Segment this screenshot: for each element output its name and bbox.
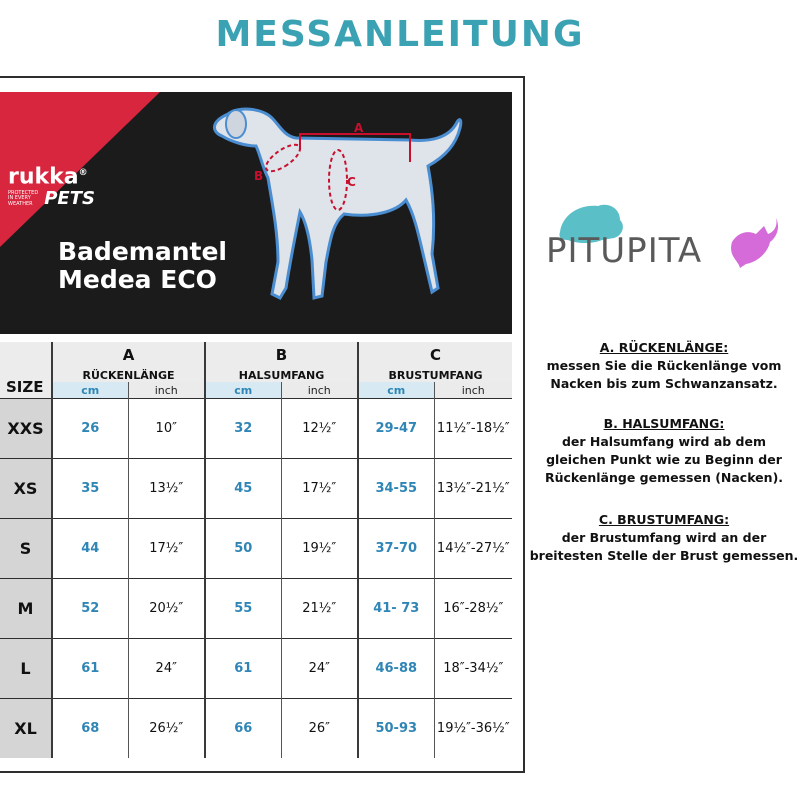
size-cell: XL — [0, 699, 52, 759]
size-table — [0, 342, 512, 758]
size-column-header: SIZE — [0, 342, 52, 399]
instruction-a-heading: A. RÜCKENLÄNGE: — [599, 340, 729, 355]
table-row — [0, 639, 512, 699]
group-c-name: BRUSTUMFANG — [358, 368, 512, 382]
table-row — [0, 519, 512, 579]
size-cell: XXS — [0, 399, 52, 459]
measure-cell-c-in: 14½″-27½″ — [434, 519, 512, 579]
measure-cell-b-cm: 61 — [205, 639, 281, 699]
measure-cell-c-in: 11½″-18½″ — [434, 399, 512, 459]
measure-cell-b-in: 26″ — [281, 699, 358, 759]
group-c-letter: C — [358, 342, 512, 368]
measure-cell-b-in: 21½″ — [281, 579, 358, 639]
product-name: Bademantel Medea ECO — [58, 237, 227, 294]
measure-cell-b-cm: 55 — [205, 579, 281, 639]
brand-sub: PETS — [44, 188, 95, 210]
measure-cell-b-in: 24″ — [281, 639, 358, 699]
measure-cell-c-cm: 29-47 — [358, 399, 434, 459]
table-group-names — [0, 368, 512, 382]
group-b-letter: B — [205, 342, 358, 368]
measure-cell-b-in: 19½″ — [281, 519, 358, 579]
measure-cell-c-in: 19½″-36½″ — [434, 699, 512, 759]
measure-cell-c-cm: 41- 73 — [358, 579, 434, 639]
size-cell: XS — [0, 459, 52, 519]
brand-tagline: PROTECTED IN EVERY WEATHER — [8, 189, 39, 207]
label-a: A — [354, 121, 364, 135]
size-rows — [0, 399, 512, 759]
instruction-c: C. BRUSTUMFANG: der Brustumfang wird an der breitesten Stelle der Brust gemessen. — [529, 512, 799, 563]
measure-cell-c-in: 16″-28½″ — [434, 579, 512, 639]
size-cell: M — [0, 579, 52, 639]
measure-cell-c-cm: 34-55 — [358, 459, 434, 519]
instruction-b: B. HALSUMFANG: der Halsumfang wird ab dem gleichen Punkt wie zu Beginn der Rückenlänge gemessen (Nacken). — [528, 415, 800, 487]
measure-cell-b-cm: 45 — [205, 459, 281, 519]
brand-reg: ® — [78, 168, 88, 178]
measure-cell-b-cm: 66 — [205, 699, 281, 759]
brand-name: rukka — [8, 164, 79, 190]
measure-cell-b-in: 12½″ — [281, 399, 358, 459]
pitupita-logo-graphic — [542, 196, 782, 276]
group-a-name: RÜCKENLÄNGE — [52, 368, 205, 382]
unit-cm-a: cm — [52, 382, 128, 399]
unit-inch-c: inch — [434, 382, 512, 399]
product-banner — [0, 92, 512, 334]
measure-cell-c-in: 13½″-21½″ — [434, 459, 512, 519]
measure-cell-a-in: 20½″ — [128, 579, 205, 639]
measure-cell-a-cm: 35 — [52, 459, 128, 519]
measure-cell-a-in: 13½″ — [128, 459, 205, 519]
cat-icon — [731, 218, 778, 268]
table-row — [0, 399, 512, 459]
table-unit-header — [0, 382, 512, 399]
measure-cell-a-in: 26½″ — [128, 699, 205, 759]
partner-logo-text: PITUPITA — [546, 231, 703, 271]
group-b-name: HALSUMFANG — [205, 368, 358, 382]
measure-cell-b-cm: 50 — [205, 519, 281, 579]
instruction-b-heading: B. HALSUMFANG: — [603, 416, 725, 431]
unit-inch-a: inch — [128, 382, 205, 399]
unit-cm-c: cm — [358, 382, 434, 399]
measure-cell-a-cm: 68 — [52, 699, 128, 759]
measure-cell-b-cm: 32 — [205, 399, 281, 459]
unit-inch-b: inch — [281, 382, 358, 399]
measure-cell-a-cm: 52 — [52, 579, 128, 639]
group-a-letter: A — [52, 342, 205, 368]
measure-cell-c-cm: 50-93 — [358, 699, 434, 759]
measure-cell-b-in: 17½″ — [281, 459, 358, 519]
table-row — [0, 699, 512, 759]
measure-cell-c-in: 18″-34½″ — [434, 639, 512, 699]
table-row — [0, 579, 512, 639]
measure-cell-a-cm: 44 — [52, 519, 128, 579]
measure-cell-a-in: 10″ — [128, 399, 205, 459]
measure-cell-a-cm: 26 — [52, 399, 128, 459]
measure-cell-c-cm: 46-88 — [358, 639, 434, 699]
banner-graphics — [0, 92, 512, 334]
size-cell: S — [0, 519, 52, 579]
page-title: MESSANLEITUNG — [215, 14, 585, 55]
table-group-header — [0, 342, 512, 368]
instruction-c-heading: C. BRUSTUMFANG: — [598, 512, 730, 527]
measure-cell-a-cm: 61 — [52, 639, 128, 699]
measure-cell-a-in: 24″ — [128, 639, 205, 699]
rukka-pets-logo — [8, 162, 95, 209]
pitupita-logo — [542, 196, 782, 280]
label-c: C — [347, 175, 356, 189]
table-row — [0, 459, 512, 519]
unit-cm-b: cm — [205, 382, 281, 399]
instruction-a: A. RÜCKENLÄNGE: messen Sie die Rückenlänge vom Nacken bis zum Schwanzansatz. — [528, 339, 800, 393]
label-b: B — [254, 169, 264, 183]
measure-cell-c-cm: 37-70 — [358, 519, 434, 579]
size-cell: L — [0, 639, 52, 699]
dog-ear — [226, 110, 246, 138]
measure-cell-a-in: 17½″ — [128, 519, 205, 579]
